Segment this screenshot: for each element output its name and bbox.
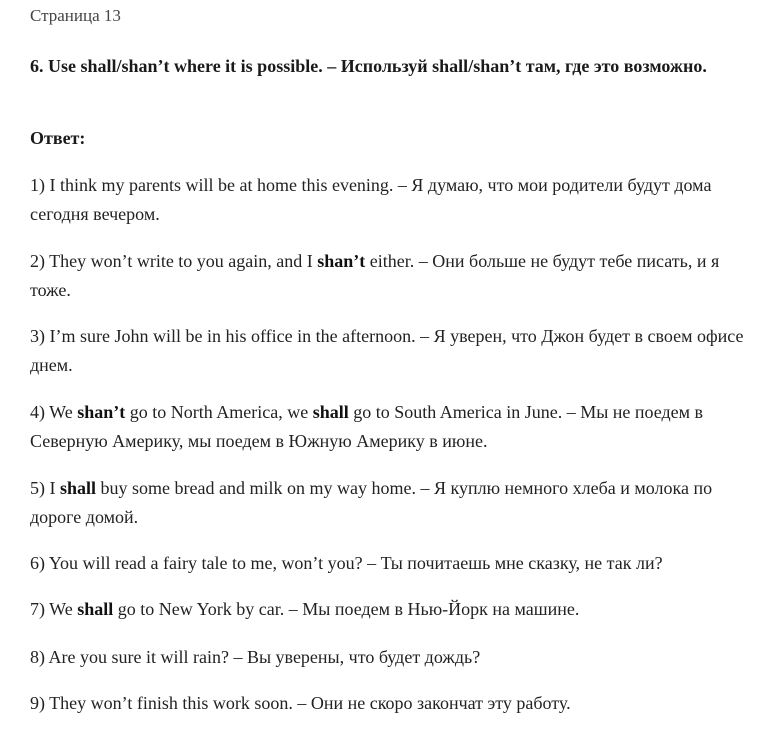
answer-item-4: [30, 398, 752, 456]
answer-text: 2) They won’t write to you again, and I: [30, 251, 318, 271]
page-number-label: Страница 13: [30, 6, 121, 25]
answer-text: either. – Они больше не будут тебе писать, и я тоже.: [30, 251, 720, 300]
answer-item-1: [30, 171, 752, 229]
exercise-title: 6. Use shall/shan’t where it is possible. – Используй shall/shan’t там, где это возможно.: [30, 56, 707, 76]
answer-text: go to South America in June. – Мы не поедем в Северную Америку, мы поедем в Южную Америку в июне.: [30, 402, 704, 451]
answer-item-3: [30, 322, 752, 380]
answer-text: 8) Are you sure it will rain? – Вы уверены, что будет дождь?: [30, 647, 481, 667]
modal-verb-highlight: shan’t: [317, 251, 366, 271]
answer-item-7: [30, 595, 752, 624]
answer-item-2: [30, 247, 752, 305]
answer-text: 7) We: [30, 599, 78, 619]
answer-text: 5) I: [30, 478, 60, 498]
answer-text: 6) You will read a fairy tale to me, won’t you? – Ты почитаешь мне сказку, не так ли?: [30, 553, 663, 573]
answer-text: go to North America, we: [125, 402, 313, 422]
modal-verb-highlight: shall: [77, 599, 114, 619]
answer-text: go to New York by car. – Мы поедем в Нью-Йорк на машине.: [113, 599, 580, 619]
modal-verb-highlight: shall: [60, 478, 97, 498]
answer-text: 9) They won’t finish this work soon. – Они не скоро закончат эту работу.: [30, 693, 571, 713]
answer-text: buy some bread and milk on my way home. – Я куплю немного хлеба и молока по дороге домой.: [30, 478, 713, 527]
modal-verb-highlight: shan’t: [77, 402, 126, 422]
answer-heading: Ответ:: [30, 128, 86, 148]
answer-item-9: [30, 689, 752, 718]
answer-item-5: [30, 474, 752, 532]
answer-text: 3) I’m sure John will be in his office in the afternoon. – Я уверен, что Джон будет в своем офисе днем.: [30, 326, 744, 375]
modal-verb-highlight: shall: [312, 402, 349, 422]
answer-item-8: [30, 643, 752, 672]
answer-text: 1) I think my parents will be at home this evening. – Я думаю, что мои родители будут дома сегодня вечером.: [30, 175, 712, 224]
answer-text: 4) We: [30, 402, 78, 422]
answer-item-6: [30, 549, 752, 578]
